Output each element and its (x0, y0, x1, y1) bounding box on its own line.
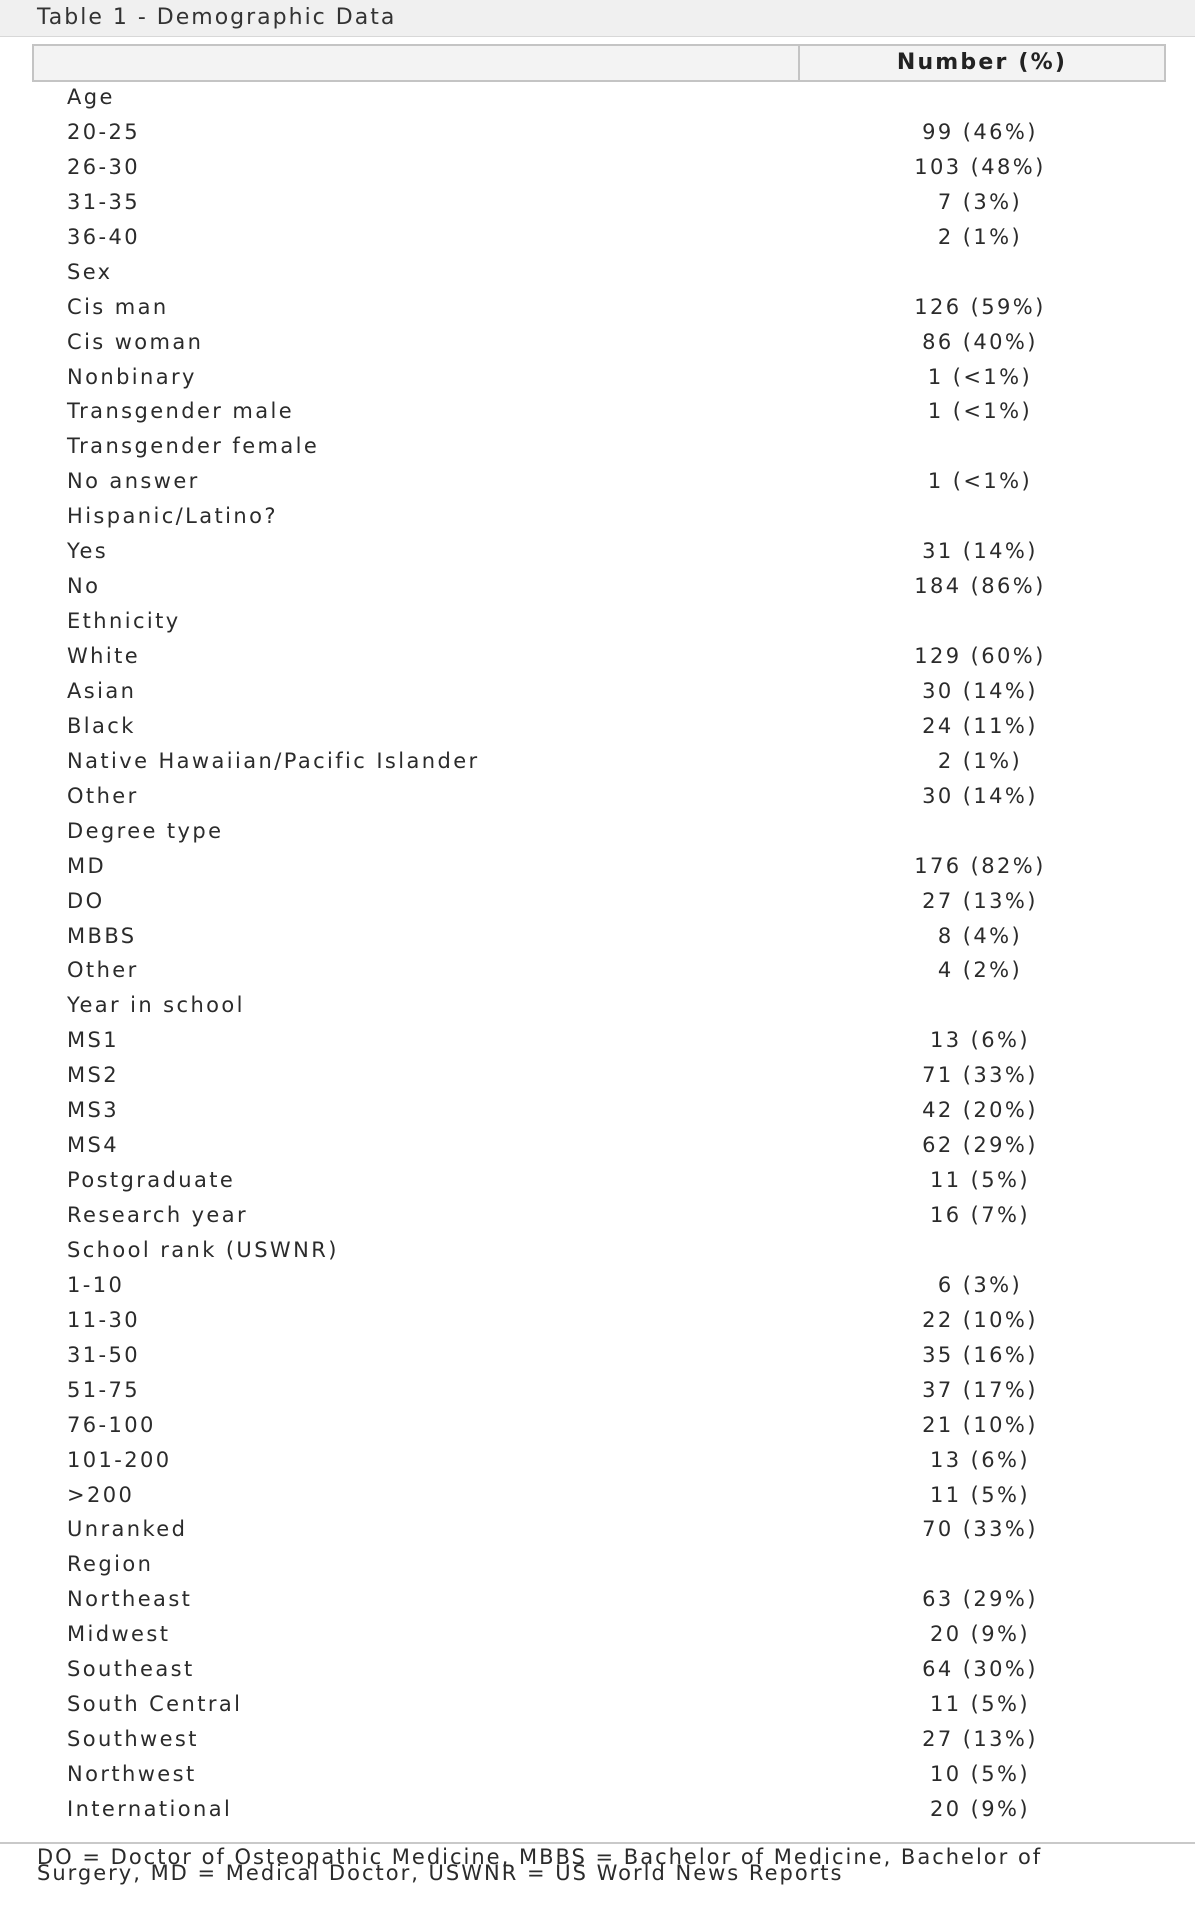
row-value: 70 (33%) (922, 1517, 1038, 1542)
table-row (0, 187, 1200, 222)
row-label: Cis man (67, 294, 169, 319)
table-row (0, 1340, 1200, 1375)
row-label: Degree type (67, 818, 224, 843)
row-label: South Central (67, 1692, 243, 1717)
row-label: Region (67, 1552, 154, 1577)
table-row (0, 781, 1200, 816)
table-caption: Table 1 - Demographic Data (37, 5, 397, 30)
table-row (0, 641, 1200, 676)
row-label: 1-10 (67, 1272, 125, 1297)
row-label: Yes (67, 539, 109, 564)
row-value: 6 (3%) (937, 1272, 1023, 1297)
table-body (0, 82, 1200, 1829)
row-label: International (67, 1796, 233, 1821)
table-row (0, 1689, 1200, 1724)
row-label: Age (67, 85, 115, 109)
table-row (0, 396, 1200, 431)
row-label: Cis woman (67, 329, 204, 354)
row-label: Northwest (67, 1762, 197, 1786)
row-value: 16 (7%) (930, 1203, 1030, 1227)
table-row (0, 1025, 1200, 1060)
row-label: MD (67, 853, 107, 878)
row-label: Other (67, 958, 139, 983)
row-label: 26-30 (67, 154, 141, 179)
row-label: 31-35 (67, 189, 141, 214)
table-row (0, 1724, 1200, 1759)
table-row (0, 955, 1200, 990)
row-label: Southeast (67, 1657, 195, 1682)
row-label: MS3 (67, 1098, 120, 1123)
row-label: MBBS (67, 923, 137, 948)
row-value: 24 (11%) (922, 713, 1038, 738)
row-value: 27 (13%) (922, 1727, 1038, 1752)
row-label: No answer (67, 469, 200, 494)
table-row (0, 1130, 1200, 1165)
row-label: Year in school (67, 993, 245, 1018)
table-footnote: DO = Doctor of Osteopathic Medicine, MBBS = Bachelor of Medicine, Bachelor of Surgery, MD = Medical Doctor, USWNR = US World News Reports (37, 1845, 1043, 1885)
row-label: DO (67, 888, 105, 913)
table-row (0, 1095, 1200, 1130)
row-value: 13 (6%) (930, 1447, 1030, 1472)
table-row (0, 1410, 1200, 1445)
table-row (0, 1200, 1200, 1235)
table-row (0, 816, 1200, 851)
row-value: 71 (33%) (922, 1063, 1038, 1088)
row-label: Research year (67, 1203, 249, 1227)
row-label: Postgraduate (67, 1168, 236, 1193)
table-row (0, 1759, 1200, 1794)
table-row (0, 257, 1200, 292)
row-value: 10 (5%) (930, 1762, 1030, 1786)
table-row (0, 606, 1200, 641)
table-row (0, 886, 1200, 921)
row-label: 11-30 (67, 1307, 141, 1332)
table-row (0, 1619, 1200, 1654)
row-label: MS2 (67, 1063, 120, 1088)
row-value: 42 (20%) (922, 1098, 1038, 1123)
row-label: Southwest (67, 1727, 199, 1752)
row-label: Northeast (67, 1587, 193, 1612)
row-value: 184 (86%) (914, 574, 1046, 599)
row-label: Nonbinary (67, 364, 197, 389)
row-value: 7 (3%) (937, 189, 1023, 214)
row-value: 2 (1%) (937, 748, 1023, 773)
table-row (0, 1794, 1200, 1829)
row-value: 31 (14%) (922, 539, 1038, 564)
row-value: 176 (82%) (914, 853, 1046, 878)
row-label: >200 (67, 1482, 135, 1507)
row-value: 1 (<1%) (927, 469, 1033, 494)
row-value: 20 (9%) (930, 1796, 1030, 1821)
table-row (0, 1514, 1200, 1549)
table-row (0, 1480, 1200, 1515)
row-label: 101-200 (67, 1447, 172, 1472)
table-row (0, 1584, 1200, 1619)
row-label: 36-40 (67, 224, 141, 249)
table-row (0, 1165, 1200, 1200)
row-value: 63 (29%) (922, 1587, 1038, 1612)
row-label: Native Hawaiian/Pacific Islander (67, 748, 480, 773)
row-value: 99 (46%) (922, 119, 1038, 144)
row-value: 86 (40%) (922, 329, 1038, 354)
row-label: 20-25 (67, 119, 141, 144)
row-value: 30 (14%) (922, 678, 1038, 703)
footnote-divider (0, 1842, 1195, 1844)
table-row (0, 501, 1200, 536)
row-label: 76-100 (67, 1412, 156, 1437)
table-caption-bar (0, 0, 1195, 37)
table-row (0, 431, 1200, 466)
row-value: 13 (6%) (930, 1028, 1030, 1053)
row-label: 31-50 (67, 1342, 141, 1367)
column-header-number-percent: Number (%) (896, 50, 1068, 75)
row-value: 20 (9%) (930, 1622, 1030, 1647)
row-label: School rank (USWNR) (67, 1237, 339, 1262)
row-value: 35 (16%) (922, 1342, 1038, 1367)
row-value: 64 (30%) (922, 1657, 1038, 1682)
table-row (0, 1654, 1200, 1689)
table-row (0, 1375, 1200, 1410)
table-row (0, 1270, 1200, 1305)
row-label: No (67, 574, 101, 599)
row-value: 126 (59%) (914, 294, 1046, 319)
row-label: Transgender male (67, 399, 295, 424)
row-label: Asian (67, 678, 137, 703)
row-label: MS1 (67, 1028, 120, 1053)
row-value: 8 (4%) (937, 923, 1023, 948)
table-row (0, 1060, 1200, 1095)
row-label: 51-75 (67, 1377, 141, 1402)
row-value: 103 (48%) (914, 154, 1046, 179)
row-value: 22 (10%) (922, 1307, 1038, 1332)
row-value: 4 (2%) (937, 958, 1023, 983)
row-value: 21 (10%) (922, 1412, 1038, 1437)
row-value: 37 (17%) (922, 1377, 1038, 1402)
table-row (0, 362, 1200, 397)
row-label: Sex (67, 259, 113, 284)
table-row (0, 1235, 1200, 1270)
table-row (0, 327, 1200, 362)
row-label: Hispanic/Latino? (67, 504, 278, 529)
row-label: MS4 (67, 1133, 120, 1158)
row-label: Midwest (67, 1622, 171, 1647)
table-header-row (32, 44, 1166, 82)
table-row (0, 82, 1200, 117)
table-row (0, 152, 1200, 187)
row-value: 1 (<1%) (927, 399, 1033, 424)
table-row (0, 222, 1200, 257)
table-row (0, 117, 1200, 152)
table-row (0, 921, 1200, 956)
table-row (0, 292, 1200, 327)
row-label: White (67, 644, 141, 668)
table-row (0, 536, 1200, 571)
table-row (0, 851, 1200, 886)
row-label: Black (67, 713, 136, 738)
row-value: 11 (5%) (930, 1482, 1030, 1507)
table-row (0, 990, 1200, 1025)
table-row (0, 466, 1200, 501)
row-value: 62 (29%) (922, 1133, 1038, 1158)
row-value: 2 (1%) (937, 224, 1023, 249)
row-value: 11 (5%) (930, 1168, 1030, 1193)
table-row (0, 746, 1200, 781)
row-label: Ethnicity (67, 609, 181, 634)
row-label: Unranked (67, 1517, 188, 1542)
row-label: Other (67, 783, 139, 808)
table-row (0, 711, 1200, 746)
row-label: Transgender female (67, 434, 320, 459)
table-row (0, 1549, 1200, 1584)
row-value: 30 (14%) (922, 783, 1038, 808)
table-row (0, 1305, 1200, 1340)
row-value: 27 (13%) (922, 888, 1038, 913)
row-value: 1 (<1%) (927, 364, 1033, 389)
table-row (0, 1445, 1200, 1480)
table-row (0, 571, 1200, 606)
table-row (0, 676, 1200, 711)
row-value: 11 (5%) (930, 1692, 1030, 1717)
row-value: 129 (60%) (914, 644, 1046, 668)
